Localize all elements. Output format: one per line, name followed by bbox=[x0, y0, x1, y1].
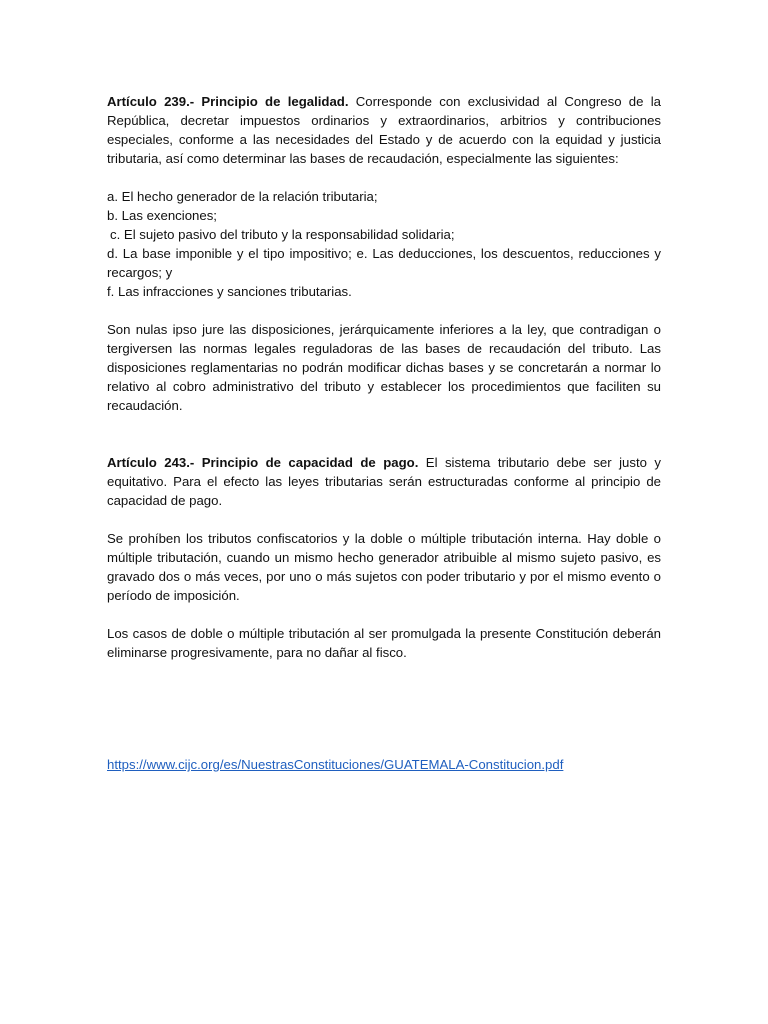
list-item: d. La base imponible y el tipo impositivo; e. Las deducciones, los descuentos, reducciones y recargos; y bbox=[107, 246, 661, 280]
article-239-closing: Son nulas ipso jure las disposiciones, jerárquicamente inferiores a la ley, que contradigan o tergiversen las normas legales reguladoras de las bases de recaudación del tributo. Las disposiciones reglamentarias no podrán modificar dichas bases y se concretarán a normar lo relativo al cobro administrativo del tributo y establecer los procedimientos que faciliten su recaudación. bbox=[107, 322, 661, 413]
article-243-heading: Artículo 243.- Principio de capacidad de pago. bbox=[107, 455, 419, 470]
document-body bbox=[107, 92, 661, 662]
article-243-paragraph-3: Los casos de doble o múltiple tributación al ser promulgada la presente Constitución deberán eliminarse progresivamente, para no dañar al fisco. bbox=[107, 626, 661, 660]
article-243-intro-text: El sistema tributario debe ser justo y equitativo. Para el efecto las leyes tributarias serán estructuradas conforme al principio de capacidad de pago. bbox=[107, 455, 661, 508]
list-item: f. Las infracciones y sanciones tributarias. bbox=[107, 284, 352, 299]
section-spacer bbox=[107, 415, 661, 453]
article-239-list bbox=[107, 187, 661, 301]
list-item: b. Las exenciones; bbox=[107, 208, 217, 223]
source-link[interactable]: https://www.cijc.org/es/NuestrasConstituciones/GUATEMALA-Constitucion.pdf bbox=[107, 757, 564, 772]
list-item: a. El hecho generador de la relación tributaria; bbox=[107, 189, 378, 204]
list-item: c. El sujeto pasivo del tributo y la responsabilidad solidaria; bbox=[110, 227, 455, 242]
article-239-intro-text: Corresponde con exclusividad al Congreso de la República, decretar impuestos ordinarios y extraordinarios, arbitrios y contribuciones especiales, conforme a las necesidades del Estado y de acuerdo con la equidad y justicia tributaria, así como determinar las bases de recaudación, especialmente las siguientes: bbox=[107, 94, 661, 166]
article-243-intro bbox=[107, 453, 661, 510]
article-243-paragraph-2: Se prohíben los tributos confiscatorios y la doble o múltiple tributación interna. Hay doble o múltiple tributación, cuando un mismo hecho generador atribuible al mismo sujeto pasivo, es gravado dos o más veces, por uno o más sujetos con poder tributario y por el mismo evento o período de imposición. bbox=[107, 531, 661, 603]
article-239-intro bbox=[107, 92, 661, 168]
article-239-heading: Artículo 239.- Principio de legalidad. bbox=[107, 94, 349, 109]
